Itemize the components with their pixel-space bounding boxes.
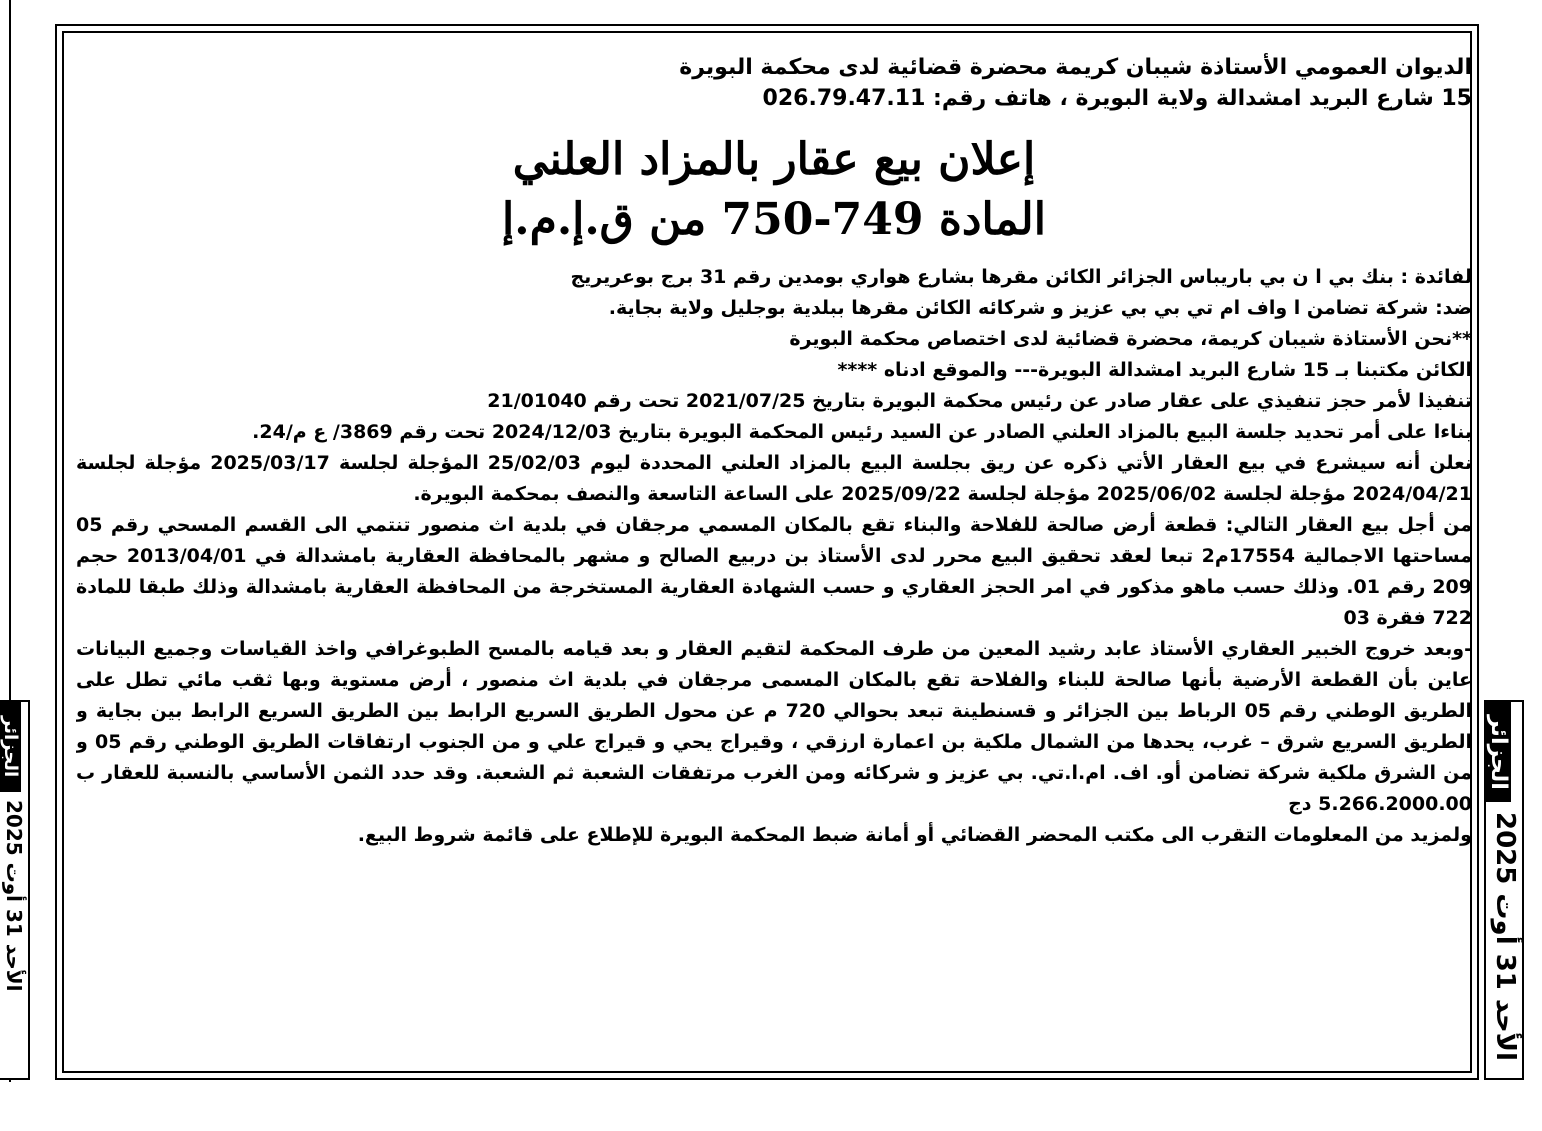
notice-subtitle: المادة 749-750 من ق.إ.م.إ <box>502 194 1046 245</box>
beneficiary-paragraph: لفائدة : بنك بي ا ن بي باريباس الجزائر الكائن مقرها بشارع هواري بومدين رقم 31 برج بوعريريج <box>570 266 1472 288</box>
left-tab-masthead: الجزائر <box>0 702 21 792</box>
sale-dates-paragraph: نعلن أنه سيشرع في بيع العقار الأتي ذكره عن ريق بجلسة البيع بالمزاد العلني المحددة ليوم 25/02/03 المؤجلة لجلسة 2025/03/17 مؤجلة لجلسة 2024/04/21 مؤجلة لجلسة 2025/06/02 مؤجلة لجلسة 2025/09/22 على الساعة التاسعة والنصف بمحكمة البويرة. <box>76 452 1472 505</box>
address-line: 15 شارع البريد امشدالة ولاية البويرة ، هاتف رقم: 026.79.47.11 <box>762 86 1472 111</box>
against-paragraph: ضد: شركة تضامن ا واف ام تي بي بي عزيز و شركائه الكائن مقرها ببلدية بوجليل ولاية بجاية. <box>608 297 1472 319</box>
title-block <box>76 130 1472 250</box>
office-address-paragraph: الكائن مكتبنا بـ 15 شارع البريد امشدالة البويرة--- والموقع ادناه **** <box>837 359 1472 381</box>
right-tab-date: الأحد 31 أوت 2025 <box>1490 812 1520 1061</box>
seizure-order-paragraph: تنفيذا لأمر حجز تنفيذي على عقار صادر عن رئيس محكمة البويرة بتاريخ 2021/07/25 تحت رقم 21/01040 <box>487 390 1472 412</box>
notice-body <box>76 262 1472 851</box>
notice-content <box>76 52 1472 1067</box>
session-order-paragraph: بناءا على أمر تحديد جلسة البيع بالمزاد العلني الصادر عن السيد رئيس المحكمة البويرة بتاريخ 2024/12/03 تحت رقم 3869/ ع م/24. <box>252 421 1472 443</box>
property-paragraph: من أجل بيع العقار التالي: قطعة أرض صالحة للفلاحة والبناء تقع بالمكان المسمي مرجقان في بلدية اث منصور تنتمي الى القسم المسحي رقم 05 مساحتها الاجمالية 17554م2 تبعا لعقد تحقيق البيع محرر لدى الأستاذ بن دربيع الصالح و مشهر بالمحافظة العقارية بامشدالة في 2013/04/01 حجم 209 رقم 01. وذلك حسب ماهو مذكور في امر الحجز العقاري و حسب الشهادة العقارية المستخرجة من المحافظة العقارية بامشدالة وذلك طبقا للمادة 722 فقرة 03 <box>76 514 1472 629</box>
left-tab-date: الأحد 31 أوت 2025 <box>2 800 26 992</box>
left-page-tab <box>0 700 30 1080</box>
closing-paragraph: ولمزيد من المعلومات التقرب الى مكتب المحضر القضائي أو أمانة ضبط المحكمة البويرة للإطلاع على قائمة شروط البيع. <box>357 824 1472 846</box>
right-page-tab <box>1484 700 1524 1080</box>
right-tab-masthead: الجزائر <box>1486 702 1511 802</box>
office-line: الديوان العمومي الأستاذة شيبان كريمة محضرة قضائية لدى محكمة البويرة <box>679 55 1472 80</box>
notice-title: إعلان بيع عقار بالمزاد العلني <box>512 134 1036 185</box>
expert-paragraph: -وبعد خروج الخبير العقاري الأستاذ عابد رشيد المعين من طرف المحكمة لتقيم العقار و بعد قيامه بالمسح الطبوغرافي واخذ القياسات وجميع البيانات عاين بأن القطعة الأرضية بأنها صالحة للبناء والفلاحة تقع بالمكان المسمى مرجقان في بلدية اث منصور ، أرض مستوية وبها ثقب مائي تطل على الطريق الوطني رقم 05 الرباط بين الجزائر و قسنطينة تبعد بحوالي 720 م عن محول الطريق السريع الرابط بين الطريق السريع الرابط بين بجاية و الطريق السريع شرق – غرب، يحدها من الشمال ملكية بن اعمارة ارزقي ، وقيراج يحي و قيراج علي و من الجنوب ارتفاقات الطريق الوطني رقم 05 و من الشرق ملكية شركة تضامن أو. اف. ام.ا.تي. بي عزيز و شركائه ومن الغرب مرتفقات الشعبة ثم الشعبة. وقد حدد الثمن الأساسي بالنسبة للعقار ب 5.266.2000.00 دج <box>76 638 1472 815</box>
bailiff-paragraph: **نحن الأستاذة شيبان كريمة، محضرة قضائية لدى اختصاص محكمة البويرة <box>789 328 1472 350</box>
